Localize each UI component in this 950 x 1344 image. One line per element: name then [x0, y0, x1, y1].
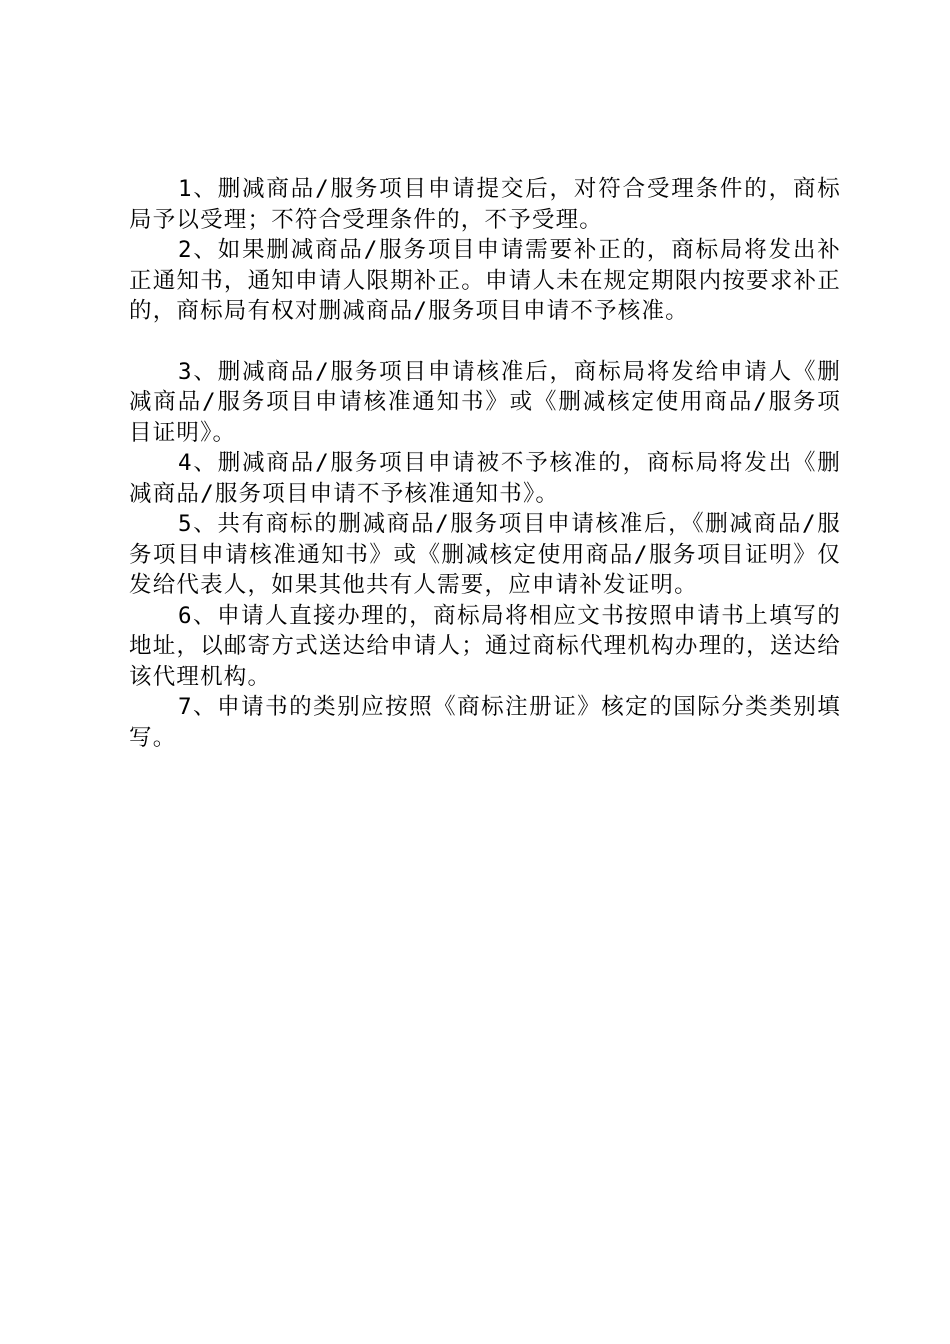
paragraph-7: 7、申请书的类别应按照《商标注册证》核定的国际分类类别填写。 — [129, 694, 841, 751]
paragraph-5: 5、共有商标的删减商品/服务项目申请核准后，《删减商品/服务项目申请核准通知书》或《删减核定使用商品/服务项目证明》仅发给代表人，如果其他共有人需要，应申请补发证明。 — [129, 511, 841, 598]
paragraph-2: 2、如果删减商品/服务项目申请需要补正的，商标局将发出补正通知书，通知申请人限期补正。申请人未在规定期限内按要求补正的，商标局有权对删减商品/服务项目申请不予核准。 — [129, 237, 841, 324]
document-body — [129, 174, 841, 753]
paragraph-6: 6、申请人直接办理的，商标局将相应文书按照申请书上填写的地址，以邮寄方式送达给申请人；通过商标代理机构办理的，送达给该代理机构。 — [129, 602, 841, 690]
paragraph-4: 4、删减商品/服务项目申请被不予核准的，商标局将发出《删减商品/服务项目申请不予核准通知书》。 — [129, 450, 841, 507]
paragraph-3: 3、删减商品/服务项目申请核准后，商标局将发给申请人《删减商品/服务项目申请核准通知书》或《删减核定使用商品/服务项目证明》。 — [129, 358, 841, 446]
paragraph-1: 1、删减商品/服务项目申请提交后，对符合受理条件的，商标局予以受理；不符合受理条件的，不予受理。 — [129, 176, 841, 233]
